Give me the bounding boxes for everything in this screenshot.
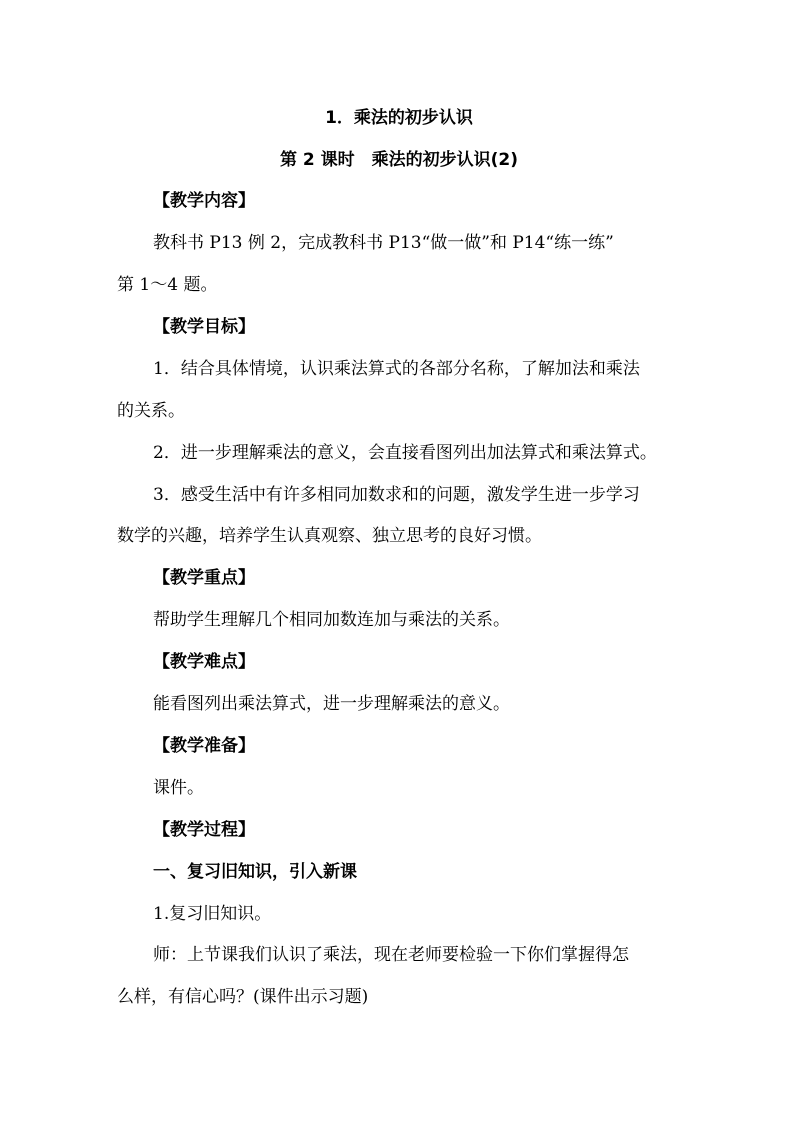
paragraph-line: 3．感受生活中有许多相同加数求和的问题，激发学生进一步学习 — [153, 485, 640, 505]
section-heading-process: 【教学过程】 — [153, 820, 255, 840]
paragraph-line: 1.复习旧知识。 — [153, 904, 272, 924]
paragraph-line: 教科书 P13 例 2，完成教科书 P13“做一做”和 P14“练一练” — [153, 233, 614, 253]
section-heading-prep: 【教学准备】 — [153, 736, 255, 756]
document-subtitle: 第 2 课时 乘法的初步认识(2) — [279, 150, 519, 170]
document-title: 1．乘法的初步认识 — [325, 108, 473, 128]
subheading-step1: 一、复习旧知识，引入新课 — [153, 862, 357, 882]
paragraph-line: 2．进一步理解乘法的意义，会直接看图列出加法算式和乘法算式。 — [153, 443, 657, 463]
paragraph-line: 师：上节课我们认识了乘法，现在老师要检验一下你们掌握得怎 — [153, 945, 629, 965]
paragraph-line: 课件。 — [153, 778, 204, 798]
section-heading-key: 【教学重点】 — [153, 568, 255, 588]
paragraph-line: 的关系。 — [117, 401, 185, 421]
paragraph-line: 帮助学生理解几个相同加数连加与乘法的关系。 — [153, 610, 510, 630]
section-heading-content: 【教学内容】 — [153, 191, 255, 211]
section-heading-difficulty: 【教学难点】 — [153, 652, 255, 672]
paragraph-line: 么样，有信心吗？(课件出示习题) — [117, 987, 369, 1007]
paragraph-line: 第 1～4 题。 — [117, 275, 218, 295]
paragraph-line: 数学的兴趣，培养学生认真观察、独立思考的良好习惯。 — [117, 526, 542, 546]
section-heading-goals: 【教学目标】 — [153, 317, 255, 337]
paragraph-line: 1．结合具体情境，认识乘法算式的各部分名称，了解加法和乘法 — [153, 359, 640, 379]
paragraph-line: 能看图列出乘法算式，进一步理解乘法的意义。 — [153, 694, 510, 714]
